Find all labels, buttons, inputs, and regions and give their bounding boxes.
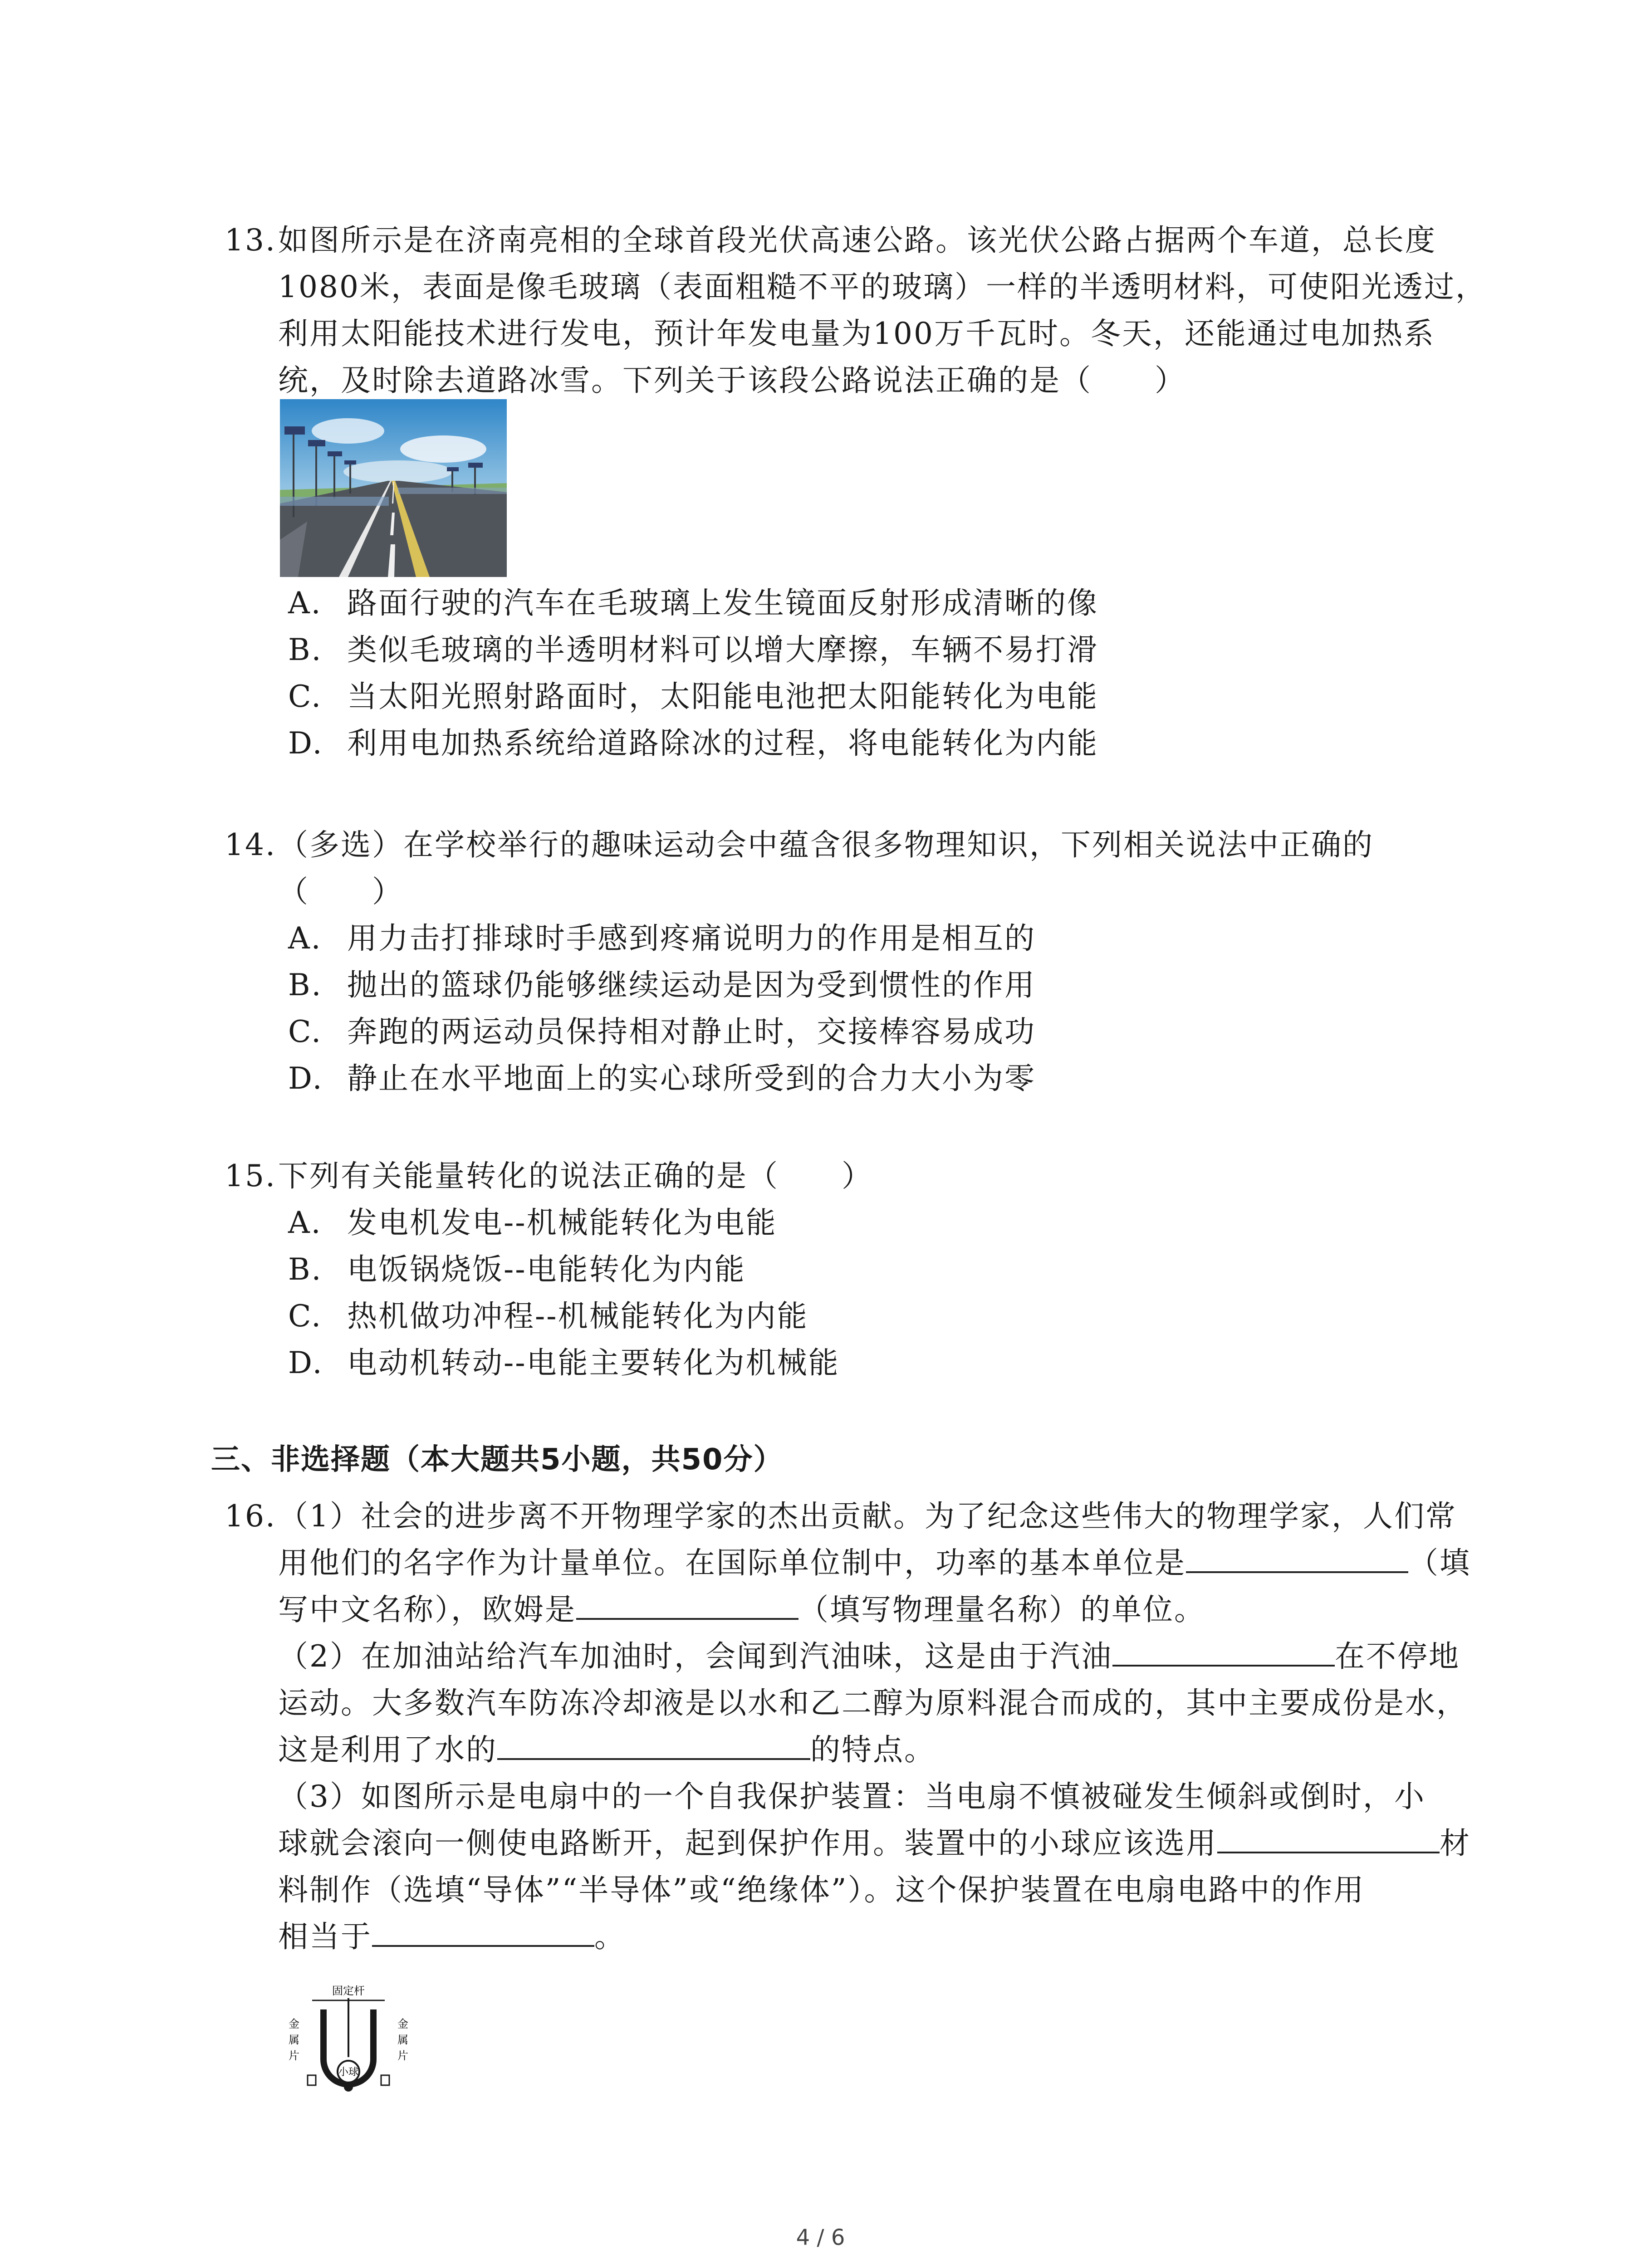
- right-plate-label: 金: [397, 2018, 408, 2030]
- left-plate-label: 属: [289, 2033, 299, 2046]
- question-text: 下列有关能量转化的说法正确的是（ ）: [278, 1158, 873, 1193]
- rod-label: 固定杆: [332, 1984, 365, 1997]
- tilt-switch-diagram: [280, 1984, 416, 2105]
- question-text: （多选）在学校举行的趣味运动会中蕴含很多物理知识，下列相关说法中正确的: [278, 827, 1374, 862]
- question-number: 13.: [225, 223, 276, 258]
- option-d[interactable]: D. 静止在水平地面上的实心球所受到的合力大小为零: [288, 1061, 1036, 1096]
- option-c[interactable]: C. 热机做功冲程--机械能转化为内能: [288, 1299, 808, 1334]
- answer-blank-2[interactable]: [576, 1591, 798, 1620]
- option-b[interactable]: B. 电饭锅烧饭--电能转化为内能: [288, 1252, 746, 1287]
- option-d[interactable]: D. 电动机转动--电能主要转化为机械能: [288, 1345, 840, 1380]
- question-13-options: [225, 582, 1459, 768]
- option-a[interactable]: A. 发电机发电--机械能转化为电能: [288, 1205, 777, 1240]
- option-c[interactable]: C. 奔跑的两运动员保持相对静止时，交接棒容易成功: [288, 1014, 1036, 1049]
- page-number: 4 / 6: [796, 2225, 845, 2250]
- question-16: 16.（1）社会的进步离不开物理学家的杰出贡献。为了纪念这些伟大的物理学家，人们常 用他们的名字作为计量单位。在国际单位制中，功率的基本单位是 （填 写中文名称），欧姆是 （填写物理量名称）的单位。 （2）在加油站给汽车加油时，会闻到汽油味，这是由于汽油 在不停地 运动。大多数汽车防冻冷却液是以水和乙二醇为原料混合而成的，其中主要成份是水， 这是利用了水的 的特点。 （3）如图所示是电扇中的一个自我保护装置：当电扇不慎被碰发生倾斜或倒时，小 球就会滚向一侧使电路断开，起到保护作用。装置中的小球应该选用 材 料制作（选填“导体”“半导体”或“绝缘体”）。这个保护装置在电扇电路中的作用 相当于 。: [225, 1495, 1459, 1962]
- ball-label: 小球: [338, 2067, 359, 2078]
- answer-blank-6[interactable]: [372, 1918, 594, 1947]
- right-plate-label: 片: [397, 2049, 408, 2062]
- option-d[interactable]: D. 利用电加热系统给道路除冰的过程，将电能转化为内能: [288, 726, 1098, 761]
- question-text: 统，及时除去道路冰雪。下列关于该段公路说法正确的是（ ）: [278, 363, 1186, 398]
- question-text: 利用太阳能技术进行发电，预计年发电量为100万千瓦时。冬天，还能通过电加热系: [278, 316, 1435, 351]
- option-a[interactable]: A. 路面行驶的汽车在毛玻璃上发生镜面反射形成清晰的像: [288, 586, 1098, 621]
- answer-blank-1[interactable]: [1186, 1544, 1408, 1573]
- option-b[interactable]: B. 类似毛玻璃的半透明材料可以增大摩擦，车辆不易打滑: [288, 632, 1098, 667]
- left-plate-label: 片: [289, 2049, 299, 2062]
- question-13: [225, 219, 1487, 406]
- question-14: [225, 823, 1459, 1104]
- answer-blank-4[interactable]: [497, 1731, 810, 1760]
- question-text: 如图所示是在济南亮相的全球首段光伏高速公路。该光伏公路占据两个车道，总长度: [278, 223, 1436, 258]
- right-plate-label: 属: [397, 2033, 408, 2046]
- answer-blank-3[interactable]: [1112, 1637, 1335, 1667]
- section-heading: 三、非选择题（本大题共5小题，共50分）: [211, 1443, 784, 1476]
- question-text: 1080米，表面是像毛玻璃（表面粗糙不平的玻璃）一样的半透明材料，可使阳光透过，: [278, 269, 1487, 304]
- question-15: [225, 1154, 1459, 1388]
- solar-highway-photo: [280, 399, 507, 577]
- option-a[interactable]: A. 用力击打排球时手感到疼痛说明力的作用是相互的: [288, 921, 1036, 956]
- question-number: 14.: [225, 827, 276, 862]
- option-b[interactable]: B. 抛出的篮球仍能够继续运动是因为受到惯性的作用: [288, 968, 1036, 1002]
- option-c[interactable]: C. 当太阳光照射路面时，太阳能电池把太阳能转化为电能: [288, 679, 1098, 714]
- question-text: （ ）: [278, 874, 403, 909]
- question-number: 16.: [225, 1499, 276, 1534]
- answer-blank-5[interactable]: [1217, 1824, 1440, 1853]
- left-plate-label: 金: [289, 2018, 299, 2030]
- question-number: 15.: [225, 1158, 276, 1193]
